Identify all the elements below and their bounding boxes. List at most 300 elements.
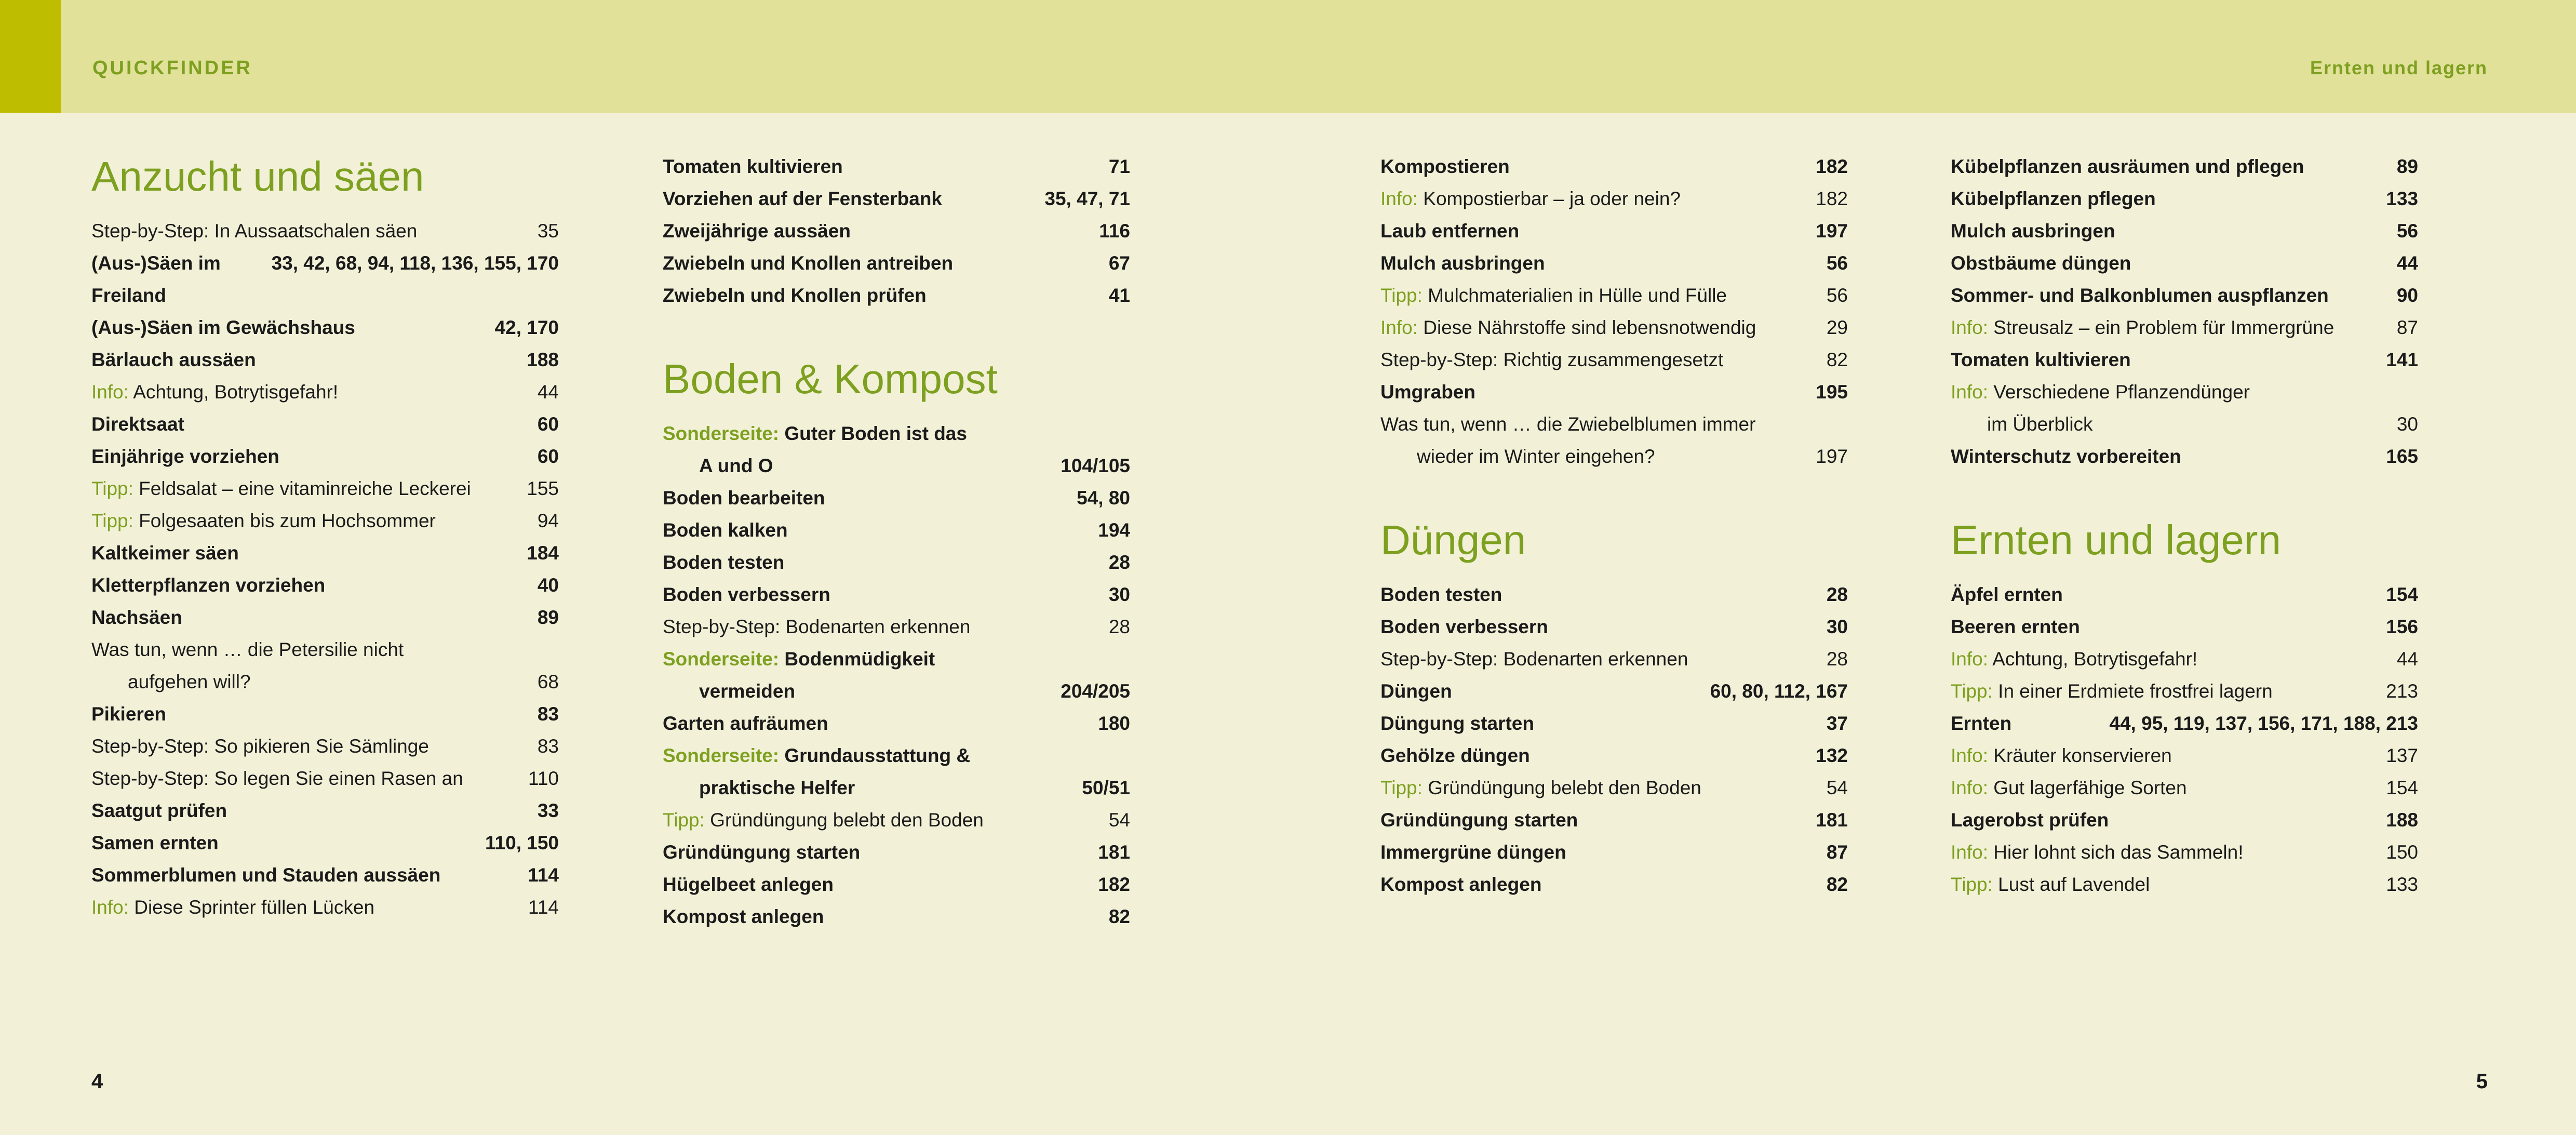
- index-entry: [1951, 247, 2418, 279]
- entry-page-numbers: 182: [1816, 188, 1848, 209]
- entry-list: [663, 151, 1130, 312]
- entry-page-numbers: 83: [537, 736, 559, 757]
- entry-page-numbers: 50/51: [1082, 777, 1130, 798]
- entry-text: [1951, 804, 2386, 836]
- index-entry: [91, 215, 559, 247]
- entry-text: [1380, 376, 1816, 408]
- entry-page-numbers: 44: [537, 381, 559, 403]
- entry-title: Kletterpflanzen vorziehen: [91, 575, 326, 596]
- entry-page-numbers: 197: [1816, 446, 1848, 467]
- entry-text: [663, 901, 1109, 933]
- entry-title: Nachsäen: [91, 607, 182, 628]
- entry-text: [663, 643, 1061, 707]
- entry-title: In einer Erdmiete frostfrei lagern: [1998, 680, 2273, 702]
- entry-page-numbers: 133: [2386, 874, 2418, 895]
- entry-page-numbers: 42, 170: [494, 317, 559, 338]
- index-entry: [663, 740, 1130, 804]
- entry-text: [1380, 836, 1827, 869]
- entry-page-numbers: 110, 150: [485, 832, 559, 853]
- entry-page-numbers: 137: [2386, 745, 2418, 766]
- index-entry: [1380, 740, 1848, 772]
- entry-page-numbers: 181: [1098, 842, 1130, 863]
- entry-title: Achtung, Botrytisgefahr!: [133, 381, 339, 403]
- entry-page-numbers: 83: [537, 703, 559, 725]
- section-title-ernten: Ernten und lagern: [1951, 517, 2282, 563]
- index-entry: [91, 408, 559, 440]
- entry-text: [1380, 151, 1816, 183]
- entry-page-numbers: 156: [2386, 616, 2418, 637]
- entry-page-numbers: 56: [1826, 285, 1848, 306]
- entry-title: Pikieren: [91, 703, 166, 725]
- entry-title: Lust auf Lavendel: [1998, 874, 2150, 895]
- entry-text: [663, 611, 1109, 643]
- entry-list: [1380, 579, 1848, 901]
- entry-title: Folgesaaten bis zum Hochsommer: [139, 510, 436, 531]
- index-entry: [91, 602, 559, 634]
- entry-text: [1380, 804, 1816, 836]
- entry-page-numbers: 133: [2386, 188, 2418, 209]
- column-1: [91, 151, 559, 954]
- entry-text: [1380, 772, 1827, 804]
- index-entry: [1951, 804, 2418, 836]
- entry-title: Step-by-Step: Bodenarten erkennen: [1380, 648, 1688, 670]
- entry-text: [663, 836, 1098, 869]
- entry-text: [91, 698, 538, 730]
- index-entry: [1380, 643, 1848, 675]
- entry-prefix: Info:: [1951, 777, 1988, 798]
- entry-page-numbers: 60: [537, 446, 559, 467]
- section-title-boden: Boden & Kompost: [663, 356, 998, 402]
- entry-title: Step-by-Step: Bodenarten erkennen: [663, 616, 971, 637]
- index-entry: [663, 183, 1130, 215]
- index-entry: [91, 859, 559, 891]
- entry-title: Guter Boden ist das: [784, 423, 967, 444]
- entry-title: Saatgut prüfen: [91, 800, 227, 821]
- index-entry: [1951, 579, 2418, 611]
- entry-text: [91, 247, 272, 312]
- entry-text: [1380, 247, 1827, 279]
- entry-page-numbers: 56: [2396, 220, 2418, 242]
- entry-title: Direktsaat: [91, 413, 184, 435]
- index-entry: [1951, 344, 2418, 376]
- entry-text: [1951, 247, 2397, 279]
- index-entry: [1380, 183, 1848, 215]
- index-entry: [1951, 772, 2418, 804]
- entry-text: [1380, 611, 1827, 643]
- entry-prefix: Tipp:: [91, 478, 133, 499]
- entry-page-numbers: 110: [528, 768, 559, 789]
- entry-title: Zweijährige aussäen: [663, 220, 851, 242]
- index-entry: [1951, 440, 2418, 473]
- section-duengen: [1380, 514, 1848, 901]
- entry-title: Kompostierbar – ja oder nein?: [1423, 188, 1681, 209]
- entry-prefix: Info:: [1380, 317, 1418, 338]
- entry-list: [1380, 151, 1848, 473]
- entry-page-numbers: 33, 42, 68, 94, 118, 136, 155, 170: [271, 252, 559, 274]
- entry-title: Kompost anlegen: [1380, 874, 1542, 895]
- index-entry: [91, 763, 559, 795]
- entry-title-continued: wieder im Winter eingehen?: [1417, 446, 1655, 467]
- index-entry: [663, 418, 1130, 482]
- entry-text: [1380, 312, 1827, 344]
- entry-prefix: Info:: [1951, 745, 1988, 766]
- entry-title: Garten aufräumen: [663, 713, 828, 734]
- entry-title: Beeren ernten: [1951, 616, 2080, 637]
- entry-title: Gründüngung belebt den Boden: [710, 809, 984, 831]
- entry-title: Boden testen: [663, 552, 785, 573]
- entry-text: [1951, 151, 2397, 183]
- entry-page-numbers: 82: [1108, 906, 1130, 927]
- entry-text: [663, 482, 1077, 514]
- index-entry: [1951, 836, 2418, 869]
- index-entry: [91, 795, 559, 827]
- entry-title: Step-by-Step: In Aussaatschalen säen: [91, 220, 418, 242]
- section-boden: [663, 353, 1130, 933]
- chapter-label: Ernten und lagern: [2310, 57, 2488, 78]
- entry-title: Hier lohnt sich das Sammeln!: [1993, 842, 2244, 863]
- entry-page-numbers: 54: [1108, 809, 1130, 831]
- entry-page-numbers: 44, 95, 119, 137, 156, 171, 188, 213: [2109, 713, 2418, 734]
- entry-page-numbers: 35, 47, 71: [1044, 188, 1130, 209]
- entry-title: Boden verbessern: [1380, 616, 1548, 637]
- entry-text: [91, 376, 538, 408]
- section-ernten: [1951, 514, 2418, 901]
- index-entry: [663, 804, 1130, 836]
- entry-page-numbers: 204/205: [1061, 680, 1130, 702]
- entry-text: [1951, 611, 2386, 643]
- index-entry: [663, 546, 1130, 579]
- entry-title: Bodenmüdigkeit: [784, 648, 935, 670]
- entry-page-numbers: 197: [1816, 220, 1848, 242]
- entry-title: (Aus-)Säen im Freiland: [91, 252, 221, 306]
- entry-prefix: Info:: [1951, 648, 1988, 670]
- entry-page-numbers: 28: [1826, 648, 1848, 670]
- entry-page-numbers: 28: [1108, 616, 1130, 637]
- entry-page-numbers: 195: [1816, 381, 1848, 403]
- index-entry: [1951, 643, 2418, 675]
- entry-title: Kompost anlegen: [663, 906, 824, 927]
- entry-page-numbers: 114: [528, 897, 559, 918]
- index-entry: [1380, 151, 1848, 183]
- entry-page-numbers: 33: [537, 800, 559, 821]
- index-entry: [91, 891, 559, 924]
- index-entry: [1380, 675, 1848, 707]
- index-entry: [1380, 312, 1848, 344]
- index-entry: [663, 643, 1130, 707]
- section-anzucht-continued: [663, 151, 1130, 312]
- entry-page-numbers: 82: [1826, 349, 1848, 370]
- index-entry: [91, 827, 559, 859]
- entry-page-numbers: 67: [1108, 252, 1130, 274]
- entry-page-numbers: 89: [2396, 156, 2418, 177]
- entry-title: Boden bearbeiten: [663, 487, 825, 509]
- index-entry: [1951, 312, 2418, 344]
- entry-text: [91, 795, 538, 827]
- index-entry: [1951, 215, 2418, 247]
- entry-title: Immergrüne düngen: [1380, 842, 1566, 863]
- entry-page-numbers: 41: [1108, 285, 1130, 306]
- entry-prefix: Info:: [91, 381, 129, 403]
- entry-prefix: Tipp:: [1380, 777, 1423, 798]
- entry-page-numbers: 68: [537, 671, 559, 692]
- entry-page-numbers: 37: [1826, 713, 1848, 734]
- entry-page-numbers: 30: [1108, 584, 1130, 605]
- entry-text: [1380, 643, 1827, 675]
- entry-page-numbers: 30: [1826, 616, 1848, 637]
- entry-title: Boden testen: [1380, 584, 1502, 605]
- entry-text: [91, 891, 528, 924]
- entry-text: [663, 869, 1098, 901]
- index-entry: [1951, 740, 2418, 772]
- entry-text: [663, 546, 1109, 579]
- index-entry: [1951, 376, 2418, 440]
- entry-prefix: Info:: [91, 897, 129, 918]
- entry-text: [1380, 215, 1816, 247]
- entry-title: Was tun, wenn … die Petersilie nicht: [91, 639, 404, 660]
- entry-text: [91, 730, 538, 763]
- entry-title: Step-by-Step: So pikieren Sie Sämlinge: [91, 736, 429, 757]
- entry-page-numbers: 82: [1826, 874, 1848, 895]
- entry-prefix: Tipp:: [1951, 874, 1993, 895]
- index-entry: [1380, 804, 1848, 836]
- entry-text: [91, 440, 538, 473]
- index-entry: [91, 634, 559, 698]
- entry-page-numbers: 54, 80: [1077, 487, 1130, 509]
- entry-text: [91, 569, 538, 602]
- entry-text: [663, 279, 1109, 312]
- entry-title: Kompostieren: [1380, 156, 1510, 177]
- entry-title: Mulchmaterialien in Hülle und Fülle: [1428, 285, 1727, 306]
- entry-title: Boden verbessern: [663, 584, 830, 605]
- entry-text: [663, 579, 1109, 611]
- entry-text: [1380, 869, 1827, 901]
- index-entry: [1951, 151, 2418, 183]
- entry-page-numbers: 194: [1098, 519, 1130, 541]
- index-entry: [1951, 707, 2418, 740]
- index-entry: [1380, 772, 1848, 804]
- entry-text: [663, 183, 1044, 215]
- entry-text: [1951, 740, 2386, 772]
- entry-title: Mulch ausbringen: [1380, 252, 1545, 274]
- entry-page-numbers: 56: [1826, 252, 1848, 274]
- index-entry: [1380, 247, 1848, 279]
- index-entry: [1380, 707, 1848, 740]
- entry-text: [663, 247, 1109, 279]
- entry-page-numbers: 181: [1816, 809, 1848, 831]
- entry-title: Verschiedene Pflanzendünger: [1993, 381, 2250, 403]
- column-4: [1951, 151, 2418, 931]
- index-entry: [1951, 869, 2418, 901]
- entry-title: Umgraben: [1380, 381, 1475, 403]
- entry-page-numbers: 182: [1816, 156, 1848, 177]
- entry-title: (Aus-)Säen im Gewächshaus: [91, 317, 355, 338]
- entry-page-numbers: 180: [1098, 713, 1130, 734]
- entry-list: [1951, 151, 2418, 473]
- entry-title: Gut lagerfähige Sorten: [1993, 777, 2187, 798]
- entry-title: Einjährige vorziehen: [91, 446, 279, 467]
- entry-title: Vorziehen auf der Fensterbank: [663, 188, 942, 209]
- entry-title: Samen ernten: [91, 832, 219, 853]
- entry-title-continued: aufgehen will?: [128, 671, 251, 692]
- index-entry: [91, 473, 559, 505]
- entry-page-numbers: 40: [537, 575, 559, 596]
- index-entry: [663, 579, 1130, 611]
- entry-list: [1951, 579, 2418, 901]
- entry-page-numbers: 90: [2396, 285, 2418, 306]
- page-number-left: 4: [91, 1070, 103, 1093]
- entry-title: Kräuter konservieren: [1993, 745, 2172, 766]
- entry-title-continued: vermeiden: [699, 680, 796, 702]
- index-entry: [1380, 869, 1848, 901]
- entry-title-continued: A und O: [699, 455, 773, 476]
- entry-title: Düngung starten: [1380, 713, 1534, 734]
- entry-text: [1951, 183, 2386, 215]
- index-entry: [663, 901, 1130, 933]
- entry-page-numbers: 104/105: [1061, 455, 1130, 476]
- index-entry: [663, 215, 1130, 247]
- entry-page-numbers: 71: [1108, 156, 1130, 177]
- index-entry: [1380, 579, 1848, 611]
- entry-text: [91, 312, 495, 344]
- entry-prefix: Sonderseite:: [663, 745, 780, 766]
- entry-text: [91, 215, 538, 247]
- entry-text: [1951, 440, 2386, 473]
- entry-text: [1951, 376, 2397, 440]
- entry-page-numbers: 60, 80, 112, 167: [1710, 680, 1848, 702]
- entry-prefix: Tipp:: [1951, 680, 1993, 702]
- entry-title: Feldsalat – eine vitaminreiche Leckerei: [139, 478, 471, 499]
- entry-text: [1380, 579, 1827, 611]
- entry-text: [1951, 772, 2386, 804]
- index-entry: [663, 611, 1130, 643]
- index-entry: [1951, 611, 2418, 643]
- header-accent-block: [0, 0, 61, 113]
- section-duengen-continued: [1951, 151, 2418, 473]
- entry-text: [1380, 740, 1816, 772]
- entry-title-continued: praktische Helfer: [699, 777, 855, 798]
- quickfinder-label: QUICKFINDER: [92, 57, 252, 79]
- entry-page-numbers: 188: [527, 349, 559, 370]
- entry-text: [1951, 707, 2109, 740]
- index-entry: [1380, 611, 1848, 643]
- entry-page-numbers: 87: [2396, 317, 2418, 338]
- entry-page-numbers: 165: [2386, 446, 2418, 467]
- entry-title-continued: im Überblick: [1987, 413, 2093, 435]
- entry-text: [91, 602, 538, 634]
- entry-text: [1951, 215, 2397, 247]
- entry-text: [1380, 675, 1710, 707]
- entry-text: [663, 804, 1109, 836]
- index-entry: [1951, 279, 2418, 312]
- entry-text: [91, 505, 538, 537]
- entry-page-numbers: 188: [2386, 809, 2418, 831]
- index-entry: [91, 537, 559, 569]
- entry-text: [1951, 836, 2386, 869]
- entry-text: [663, 418, 1061, 482]
- entry-page-numbers: 114: [528, 864, 559, 886]
- entry-text: [1380, 408, 1816, 473]
- entry-page-numbers: 154: [2386, 584, 2418, 605]
- entry-prefix: Tipp:: [91, 510, 133, 531]
- entry-title: Diese Nährstoffe sind lebensnotwendig: [1423, 317, 1756, 338]
- entry-title: Step-by-Step: Richtig zusammengesetzt: [1380, 349, 1724, 370]
- entry-page-numbers: 213: [2386, 680, 2418, 702]
- index-entry: [1380, 279, 1848, 312]
- entry-title: Was tun, wenn … die Zwiebelblumen immer: [1380, 413, 1756, 435]
- entry-title: Sommer- und Balkonblumen auspflanzen: [1951, 285, 2329, 306]
- entry-text: [663, 215, 1099, 247]
- entry-text: [1380, 344, 1827, 376]
- index-entry: [663, 869, 1130, 901]
- entry-title: Obstbäume düngen: [1951, 252, 2131, 274]
- index-entry: [1951, 183, 2418, 215]
- entry-page-numbers: 132: [1816, 745, 1848, 766]
- index-entry: [1951, 675, 2418, 707]
- entry-prefix: Tipp:: [663, 809, 705, 831]
- entry-title: Hügelbeet anlegen: [663, 874, 834, 895]
- entry-text: [1951, 344, 2386, 376]
- entry-title: Kaltkeimer säen: [91, 542, 239, 564]
- page-number-right: 5: [2476, 1070, 2488, 1093]
- entry-title: Sommerblumen und Stauden aussäen: [91, 864, 441, 886]
- entry-page-numbers: 35: [537, 220, 559, 242]
- index-entry: [1380, 344, 1848, 376]
- entry-text: [1380, 279, 1827, 312]
- entry-title: Gründüngung starten: [663, 842, 861, 863]
- entry-prefix: Tipp:: [1380, 285, 1423, 306]
- entry-title: Zwiebeln und Knollen antreiben: [663, 252, 954, 274]
- index-entry: [1380, 836, 1848, 869]
- entry-title: Grundausstattung &: [784, 745, 971, 766]
- entry-prefix: Info:: [1951, 381, 1988, 403]
- entry-text: [91, 344, 527, 376]
- entry-title: Zwiebeln und Knollen prüfen: [663, 285, 927, 306]
- entry-title: Tomaten kultivieren: [663, 156, 843, 177]
- entry-page-numbers: 182: [1098, 874, 1130, 895]
- entry-page-numbers: 94: [537, 510, 559, 531]
- entry-page-numbers: 44: [2396, 648, 2418, 670]
- entry-text: [91, 763, 528, 795]
- entry-list: [663, 418, 1130, 933]
- index-entry: [91, 505, 559, 537]
- entry-title: Diese Sprinter füllen Lücken: [134, 897, 375, 918]
- entry-text: [1951, 869, 2386, 901]
- entry-text: [663, 151, 1109, 183]
- entry-title: Boden kalken: [663, 519, 788, 541]
- entry-title: Gründüngung belebt den Boden: [1428, 777, 1701, 798]
- entry-text: [91, 408, 538, 440]
- entry-page-numbers: 30: [2396, 413, 2418, 435]
- section-title-anzucht: Anzucht und säen: [91, 153, 424, 199]
- index-entry: [91, 376, 559, 408]
- entry-title: Lagerobst prüfen: [1951, 809, 2109, 831]
- entry-text: [1380, 183, 1816, 215]
- index-entry: [663, 836, 1130, 869]
- entry-page-numbers: 29: [1826, 317, 1848, 338]
- index-entry: [663, 482, 1130, 514]
- entry-prefix: Sonderseite:: [663, 423, 780, 444]
- entry-prefix: Sonderseite:: [663, 648, 780, 670]
- entry-title: Achtung, Botrytisgefahr!: [1992, 648, 2198, 670]
- entry-page-numbers: 116: [1099, 220, 1130, 242]
- index-entry: [663, 514, 1130, 546]
- entry-page-numbers: 154: [2386, 777, 2418, 798]
- entry-prefix: Info:: [1951, 842, 1988, 863]
- section-boden-continued: [1380, 151, 1848, 473]
- entry-page-numbers: 184: [527, 542, 559, 564]
- index-entry: [91, 344, 559, 376]
- index-entry: [663, 151, 1130, 183]
